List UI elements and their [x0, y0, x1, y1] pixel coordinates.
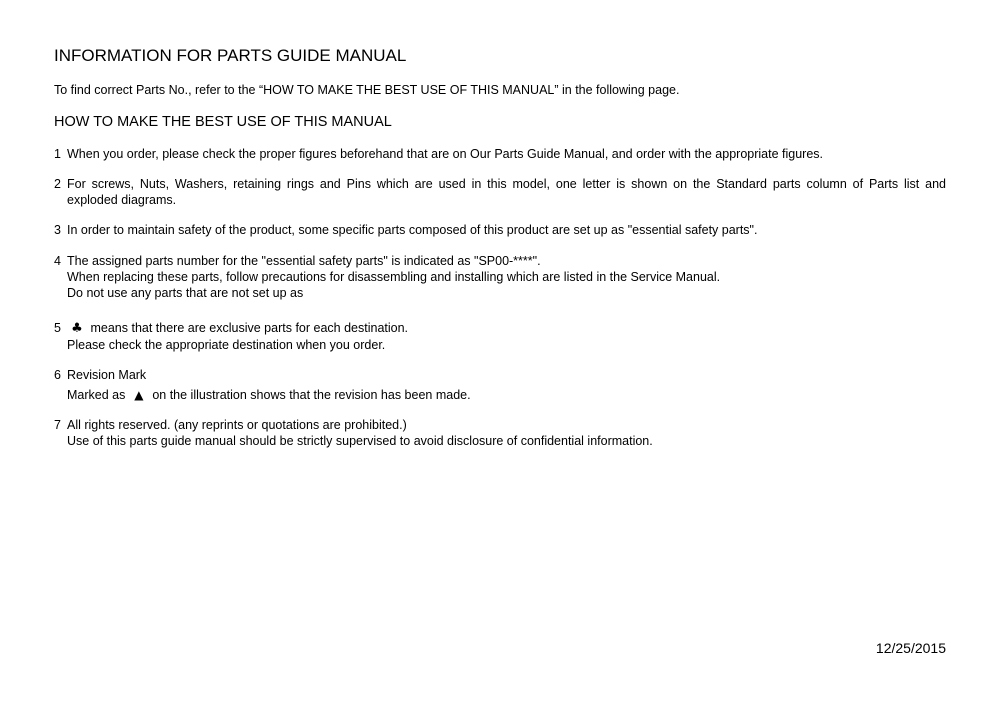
list-item-3	[54, 222, 946, 238]
item-number: 5	[54, 321, 61, 335]
document-date: 12/25/2015	[875, 640, 946, 656]
item-5-line-1-text: means that there are exclusive parts for each destination.	[90, 321, 409, 335]
list-item-5	[54, 320, 946, 353]
page-title: INFORMATION FOR PARTS GUIDE MANUAL	[54, 46, 407, 65]
list-item-4	[54, 253, 946, 301]
revision-mark-prefix: Marked as	[67, 388, 126, 402]
item-number: 4	[54, 254, 61, 268]
list-item-2	[54, 176, 946, 208]
item-7-line-2: Use of this parts guide manual should be strictly supervised to avoid disclosure of confidential information.	[67, 434, 653, 448]
item-number: 3	[54, 223, 61, 237]
item-5-line-1	[67, 320, 946, 337]
item-number: 2	[54, 177, 61, 191]
item-4-line-2: When replacing these parts, follow precautions for disassembling and installing which are listed in the Service Manual.	[67, 270, 721, 284]
list-item-6	[54, 367, 946, 403]
item-number: 7	[54, 418, 61, 432]
item-5-line-2: Please check the appropriate destination when you order.	[67, 338, 386, 352]
triangle-icon: ▲	[134, 388, 144, 402]
document-page	[54, 0, 946, 707]
item-7-line-1: All rights reserved. (any reprints or quotations are prohibited.)	[67, 418, 407, 432]
item-2-line-1: For screws, Nuts, Washers, retaining rings and Pins which are used in this model, one letter is shown on the Standard parts column of Parts list and	[67, 177, 946, 191]
club-icon: ♣	[71, 321, 83, 336]
item-6-line-1: Revision Mark	[67, 368, 147, 382]
item-4-line-3: Do not use any parts that are not set up as	[67, 286, 304, 300]
section-heading: HOW TO MAKE THE BEST USE OF THIS MANUAL	[54, 114, 392, 130]
intro-text: To find correct Parts No., refer to the “HOW TO MAKE THE BEST USE OF THIS MANUAL” in the following page.	[54, 83, 680, 97]
item-4-line-1: The assigned parts number for the "essential safety parts" is indicated as "SP00-****".	[67, 254, 541, 268]
revision-mark-suffix: on the illustration shows that the revision has been made.	[152, 388, 471, 402]
list-item-7	[54, 417, 946, 449]
item-6-line-2	[67, 387, 946, 403]
item-3-line-1: In order to maintain safety of the product, some specific parts composed of this product are set up as "essential safety parts".	[67, 223, 758, 237]
item-number: 1	[54, 147, 61, 161]
item-1-line-1: When you order, please check the proper figures beforehand that are on Our Parts Guide Manual, and order with the appropriate figures.	[67, 147, 823, 161]
list-item-1	[54, 146, 946, 162]
item-2-line-2: exploded diagrams.	[67, 193, 177, 207]
item-number: 6	[54, 368, 61, 382]
